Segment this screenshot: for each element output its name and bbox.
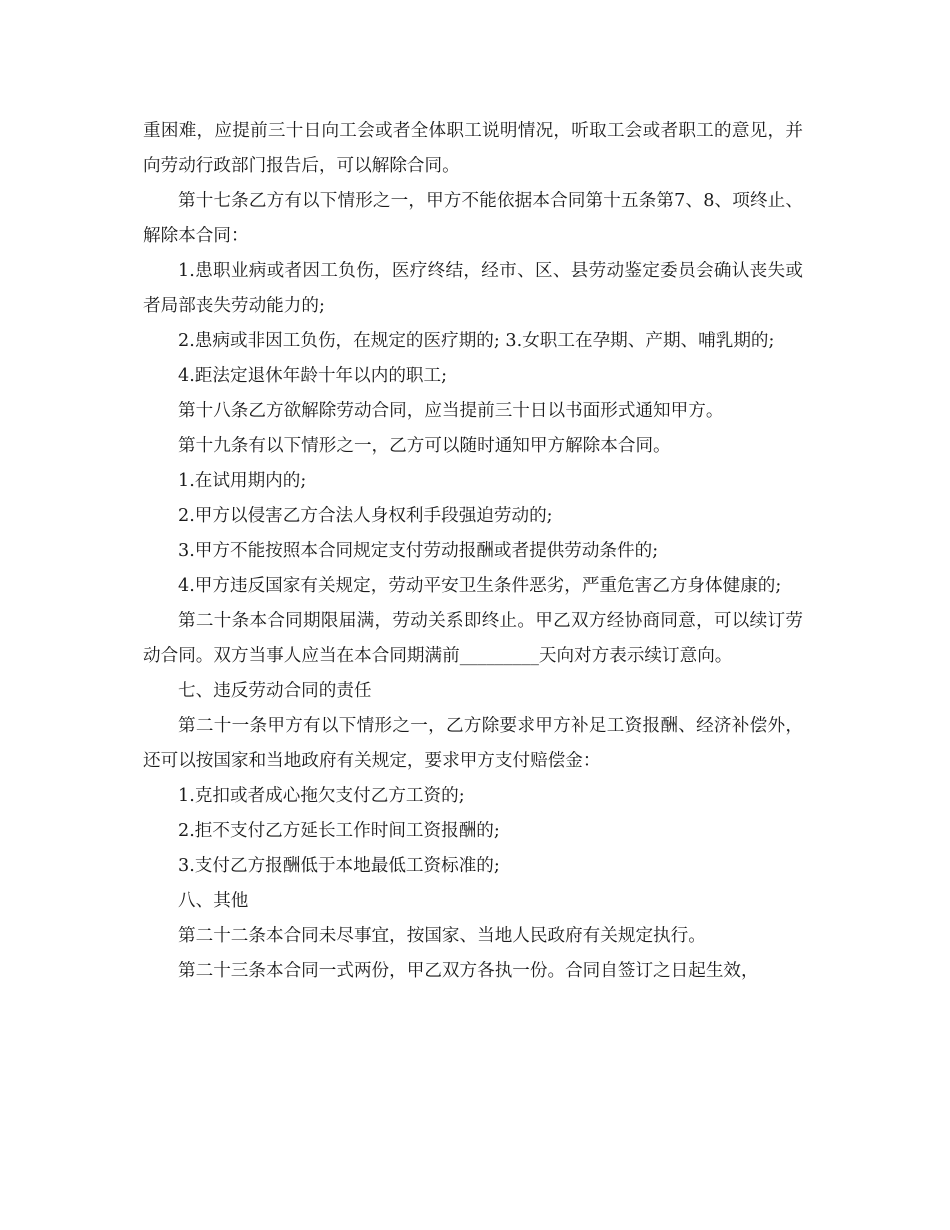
paragraph: 3.支付乙方报酬低于本地最低工资标准的; <box>178 856 500 876</box>
paragraph: 3.甲方不能按照本合同规定支付劳动报酬或者提供劳动条件的; <box>178 541 659 561</box>
paragraph: 第十八条乙方欲解除劳动合同，应当提前三十日以书面形式通知甲方。 <box>178 401 724 421</box>
paragraph: 1.患职业病或者因工负伤，医疗终结，经市、区、县劳动鉴定委员会确认丧失或者局部丧失劳动能力的; <box>143 261 803 316</box>
paragraph: 2.患病或非因工负伤，在规定的医疗期的; 3.女职工在孕期、产期、哺乳期的; <box>178 331 775 351</box>
paragraph: 2.甲方以侵害乙方合法人身权利手段强迫劳动的; <box>178 506 553 526</box>
paragraph: 第二十一条甲方有以下情形之一，乙方除要求甲方补足工资报酬、经济补偿外，还可以按国家和当地政府有关规定，要求甲方支付赔偿金： <box>143 716 803 771</box>
section-heading: 七、违反劳动合同的责任 <box>178 681 372 701</box>
paragraph: 4.甲方违反国家有关规定，劳动平安卫生条件恶劣，严重危害乙方身体健康的; <box>178 576 782 596</box>
paragraph: 2.拒不支付乙方延长工作时间工资报酬的; <box>178 821 500 841</box>
paragraph: 第十九条有以下情形之一，乙方可以随时通知甲方解除本合同。 <box>178 436 671 456</box>
paragraph: 1.在试用期内的; <box>178 471 307 491</box>
paragraph: 第二十三条本合同一式两份，甲乙双方各执一份。合同自签订之日起生效， <box>178 961 759 981</box>
paragraph: 4.距法定退休年龄十年以内的职工; <box>178 366 448 386</box>
paragraph: 第十七条乙方有以下情形之一，甲方不能依据本合同第十五条第7、8、项终止、解除本合同： <box>143 191 803 246</box>
section-heading: 八、其他 <box>178 891 249 911</box>
paragraph: 1.克扣或者成心拖欠支付乙方工资的; <box>178 786 465 806</box>
paragraph: 第二十二条本合同未尽事宜，按国家、当地人民政府有关规定执行。 <box>178 926 706 946</box>
paragraph: 第二十条本合同期限届满，劳动关系即终止。甲乙双方经协商同意，可以续订劳动合同。双方当事人应当在本合同期满前_________天向对方表示续订意向。 <box>143 611 803 666</box>
paragraph: 重困难，应提前三十日向工会或者全体职工说明情况，听取工会或者职工的意见，并向劳动行政部门报告后，可以解除合同。 <box>143 121 803 176</box>
document-body <box>143 114 803 989</box>
